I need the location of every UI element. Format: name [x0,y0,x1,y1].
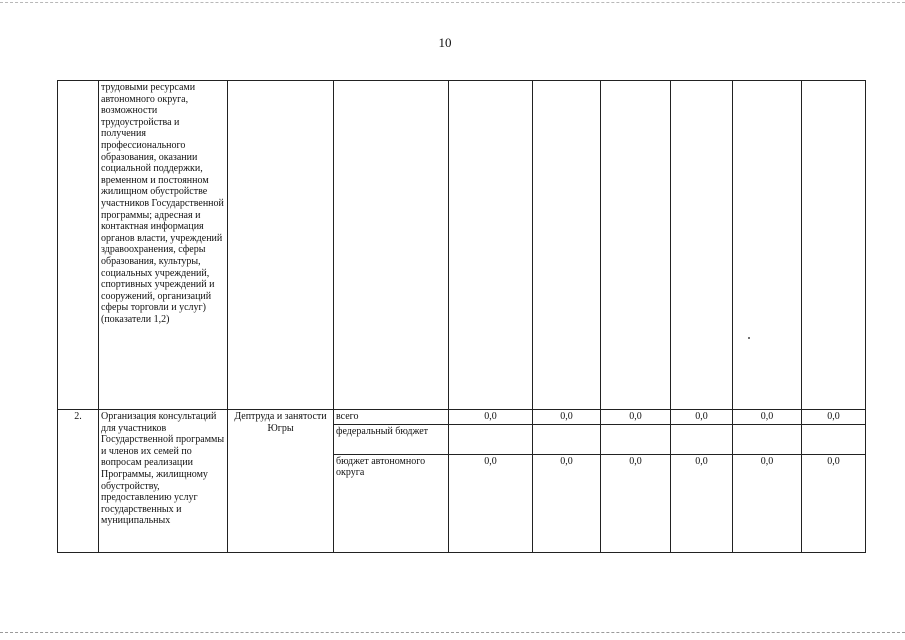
cell-value: 0,0 [449,454,533,552]
cell-value: 0,0 [733,410,802,425]
cell-value: 0,0 [533,410,601,425]
cell-source: всего [334,410,449,425]
cell-value [671,424,733,454]
cell-source: бюджет автономного округа [334,454,449,552]
cell-value: 0,0 [802,410,866,425]
cell-num [58,81,99,410]
cell-value: 0,0 [449,410,533,425]
scan-edge-bottom [0,632,905,633]
cell-value [601,424,671,454]
cell-value [671,81,733,410]
cell-value: 0,0 [733,454,802,552]
scan-edge-top [0,2,905,3]
cell-value: 0,0 [671,454,733,552]
program-table [57,80,866,553]
cell-value [601,81,671,410]
cell-value: 0,0 [802,454,866,552]
cell-source [334,81,449,410]
cell-executor [228,81,334,410]
cell-value: 0,0 [601,454,671,552]
cell-source: федеральный бюджет [334,424,449,454]
table-row-continued [58,81,866,410]
cell-value [802,424,866,454]
cell-value: 0,0 [671,410,733,425]
cell-executor: Дептруда и занятости Югры [228,410,334,553]
cell-name: Организация консультаций для участников Государственной программы и членов их семей по вопросам реализации Программы, жилищному обустройству, предоставлению услуг государственных и муниципальных [99,410,228,553]
cell-value [449,81,533,410]
cell-value: 0,0 [533,454,601,552]
cell-value [533,81,601,410]
cell-value [449,424,533,454]
scan-speck [748,337,750,339]
cell-name: трудовыми ресурсами автономного округа, возможности трудоустройства и получения профессионального образования, оказании социальной поддержки, временном и постоянном жилищном обустройстве участников Государственной программы; адресная и контактная информация органов власти, учреждений здравоохранения, сферы образования, культуры, социальных учреждений, спортивных учреждений и сооружений, организаций сферы торговли и услуг) (показатели 1,2) [99,81,228,410]
cell-value [533,424,601,454]
cell-num: 2. [58,410,99,553]
page-number: 10 [438,35,452,50]
table-row-2-total [58,410,866,425]
cell-value: 0,0 [601,410,671,425]
cell-value [733,81,802,410]
cell-value [733,424,802,454]
cell-value [802,81,866,410]
